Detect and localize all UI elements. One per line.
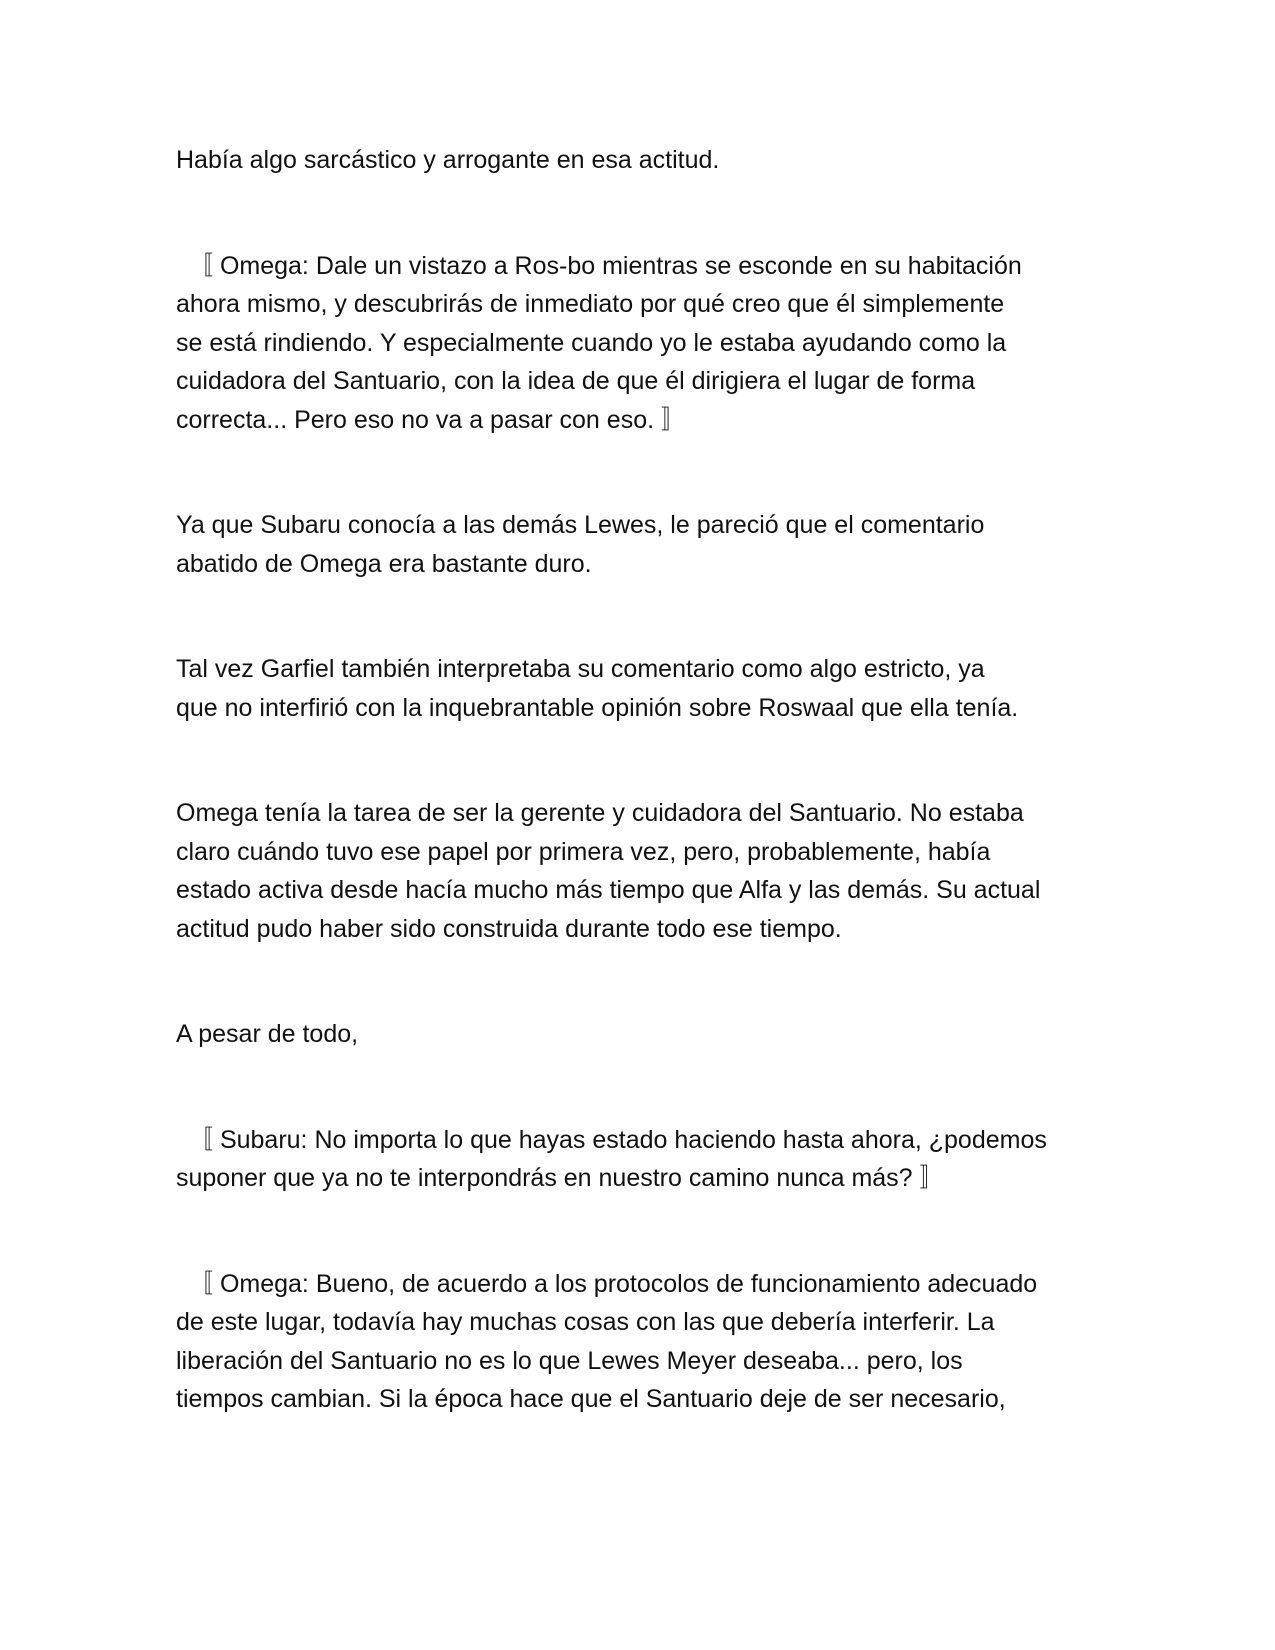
- text-line: 〚 Omega: Bueno, de acuerdo a los protocolos de funcionamiento adecuado: [188, 1269, 1038, 1298]
- text-line: actitud pudo haber sido construida durante todo ese tiempo.: [176, 914, 842, 943]
- text-line: Omega tenía la tarea de ser la gerente y cuidadora del Santuario. No estaba: [176, 799, 1024, 827]
- text-line: que no interfirió con la inquebrantable opinión sobre Roswaal que ella tenía.: [176, 693, 1019, 722]
- text-line: ahora mismo, y descubrirás de inmediato por qué creo que él simplemente: [176, 290, 1005, 318]
- text-line: Tal vez Garfiel también interpretaba su comentario como algo estricto, ya: [176, 655, 985, 683]
- text-line: estado activa desde hacía mucho más tiempo que Alfa y las demás. Su actual: [176, 876, 1041, 904]
- text-line: claro cuándo tuvo ese papel por primera vez, pero, probablemente, había: [176, 837, 991, 866]
- paragraph: [176, 650, 1101, 727]
- text-line: Había algo sarcástico y arrogante en esa actitud.: [176, 146, 720, 174]
- dialogue-paragraph: [176, 1265, 1101, 1419]
- text-line: correcta... Pero eso no va a pasar con eso. 〛: [176, 405, 686, 434]
- text-line: tiempos cambian. Si la época hace que el Santuario deje de ser necesario,: [176, 1385, 1006, 1413]
- dialogue-paragraph: [176, 1121, 1101, 1198]
- text-line: se está rindiendo. Y especialmente cuando yo le estaba ayudando como la: [176, 328, 1007, 357]
- paragraph: [176, 1015, 1101, 1054]
- paragraph: [176, 506, 1101, 583]
- text-line: cuidadora del Santuario, con la idea de que él dirigiera el lugar de forma: [176, 367, 976, 395]
- text-line: de este lugar, todavía hay muchas cosas con las que debería interferir. La: [176, 1308, 995, 1336]
- text-line: suponer que ya no te interpondrás en nuestro camino nunca más? 〛: [176, 1164, 945, 1192]
- document-body: [176, 141, 1101, 1419]
- text-line: A pesar de todo,: [176, 1020, 359, 1048]
- text-line: 〚 Subaru: No importa lo que hayas estado haciendo hasta ahora, ¿podemos: [188, 1125, 1047, 1154]
- dialogue-paragraph: [176, 247, 1101, 440]
- paragraph: [176, 141, 1101, 180]
- text-line: Ya que Subaru conocía a las demás Lewes, le pareció que el comentario: [176, 511, 985, 539]
- text-line: liberación del Santuario no es lo que Lewes Meyer deseaba... pero, los: [176, 1346, 963, 1375]
- text-line: abatido de Omega era bastante duro.: [176, 549, 592, 578]
- text-line: 〚 Omega: Dale un vistazo a Ros-bo mientras se esconde en su habitación: [188, 251, 1022, 280]
- paragraph: [176, 794, 1101, 948]
